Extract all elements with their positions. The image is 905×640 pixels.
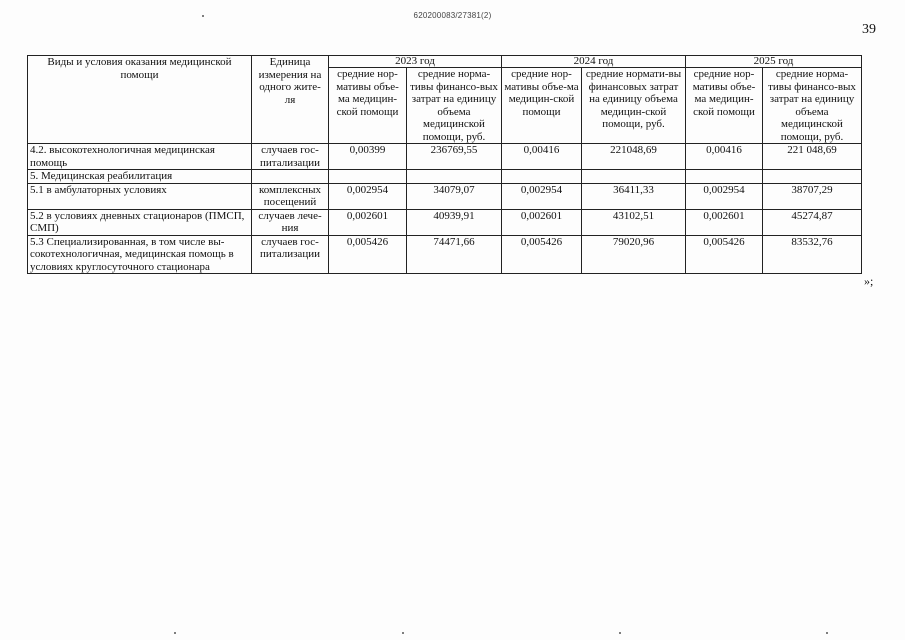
- medical-standards-table-container: [27, 55, 862, 274]
- header-volume-2023: средние нор-мативы объе-ма медицин-ской помощи: [329, 68, 407, 144]
- page-number: 39: [862, 22, 876, 37]
- scan-speck: [202, 15, 204, 17]
- cell-cost-2025: 38707,29: [763, 183, 862, 209]
- cell-volume-2023: 0,002954: [329, 183, 407, 209]
- cell-volume-2025: 0,002954: [686, 183, 763, 209]
- cell-volume-2024: 0,002954: [502, 183, 582, 209]
- header-type: Виды и условия оказания медицинской помощи: [28, 56, 252, 144]
- cell-cost-2025: [763, 170, 862, 184]
- cell-volume-2023: 0,005426: [329, 235, 407, 274]
- row-unit: комплексных посещений: [252, 183, 329, 209]
- scan-speck: [826, 632, 828, 634]
- header-cost-2025: средние норма-тивы финансо-вых затрат на единицу объема медицинской помощи, руб.: [763, 68, 862, 144]
- cell-volume-2024: 0,005426: [502, 235, 582, 274]
- cell-cost-2023: [407, 170, 502, 184]
- table-row: [28, 235, 862, 274]
- cell-volume-2024: 0,00416: [502, 144, 582, 170]
- cell-cost-2024: 36411,33: [582, 183, 686, 209]
- header-unit: Единица измерения на одного жите-ля: [252, 56, 329, 144]
- scan-speck: [619, 632, 621, 634]
- cell-cost-2024: 79020,96: [582, 235, 686, 274]
- medical-standards-table: [27, 55, 862, 274]
- cell-cost-2024: [582, 170, 686, 184]
- row-name: 5.3 Специализированная, в том числе вы-сокотехнологичная, медицинская помощь в условиях круглосуточного стационара: [28, 235, 252, 274]
- cell-cost-2023: 40939,91: [407, 209, 502, 235]
- row-unit: случаев гос-питализации: [252, 235, 329, 274]
- cell-volume-2025: [686, 170, 763, 184]
- cell-volume-2024: [502, 170, 582, 184]
- cell-cost-2025: 45274,87: [763, 209, 862, 235]
- scan-speck: [174, 632, 176, 634]
- table-row: [28, 144, 862, 170]
- cell-volume-2024: 0,002601: [502, 209, 582, 235]
- scan-speck: [402, 632, 404, 634]
- cell-cost-2024: 221048,69: [582, 144, 686, 170]
- header-year-2024: 2024 год: [502, 56, 686, 68]
- header-year-2023: 2023 год: [329, 56, 502, 68]
- cell-cost-2023: 74471,66: [407, 235, 502, 274]
- cell-volume-2025: 0,002601: [686, 209, 763, 235]
- table-row: [28, 183, 862, 209]
- row-name: 5.1 в амбулаторных условиях: [28, 183, 252, 209]
- cell-cost-2025: 83532,76: [763, 235, 862, 274]
- table-row: [28, 170, 862, 184]
- row-unit: случаев гос-питализации: [252, 144, 329, 170]
- row-unit: случаев лече-ния: [252, 209, 329, 235]
- cell-cost-2023: 34079,07: [407, 183, 502, 209]
- row-unit: [252, 170, 329, 184]
- header-cost-2023: средние норма-тивы финансо-вых затрат на единицу объема медицинской помощи, руб.: [407, 68, 502, 144]
- cell-volume-2025: 0,005426: [686, 235, 763, 274]
- closing-quote-mark: »;: [864, 274, 874, 288]
- cell-volume-2023: 0,002601: [329, 209, 407, 235]
- table-row: [28, 209, 862, 235]
- row-name: 4.2. высокотехнологичная медицинская помощь: [28, 144, 252, 170]
- header-volume-2024: средние нор-мативы объе-ма медицин-ской помощи: [502, 68, 582, 144]
- row-name: 5.2 в условиях дневных стационаров (ПМСП, СМП): [28, 209, 252, 235]
- header-volume-2025: средние нор-мативы объе-ма медицин-ской помощи: [686, 68, 763, 144]
- cell-cost-2025: 221 048,69: [763, 144, 862, 170]
- cell-cost-2024: 43102,51: [582, 209, 686, 235]
- header-year-2025: 2025 год: [686, 56, 862, 68]
- cell-cost-2023: 236769,55: [407, 144, 502, 170]
- cell-volume-2023: 0,00399: [329, 144, 407, 170]
- document-id: 620200083/27381(2): [413, 11, 492, 20]
- row-name: 5. Медицинская реабилитация: [28, 170, 252, 184]
- cell-volume-2023: [329, 170, 407, 184]
- header-cost-2024: средние нормати-вы финансовых затрат на единицу объема медицин-ской помощи, руб.: [582, 68, 686, 144]
- cell-volume-2025: 0,00416: [686, 144, 763, 170]
